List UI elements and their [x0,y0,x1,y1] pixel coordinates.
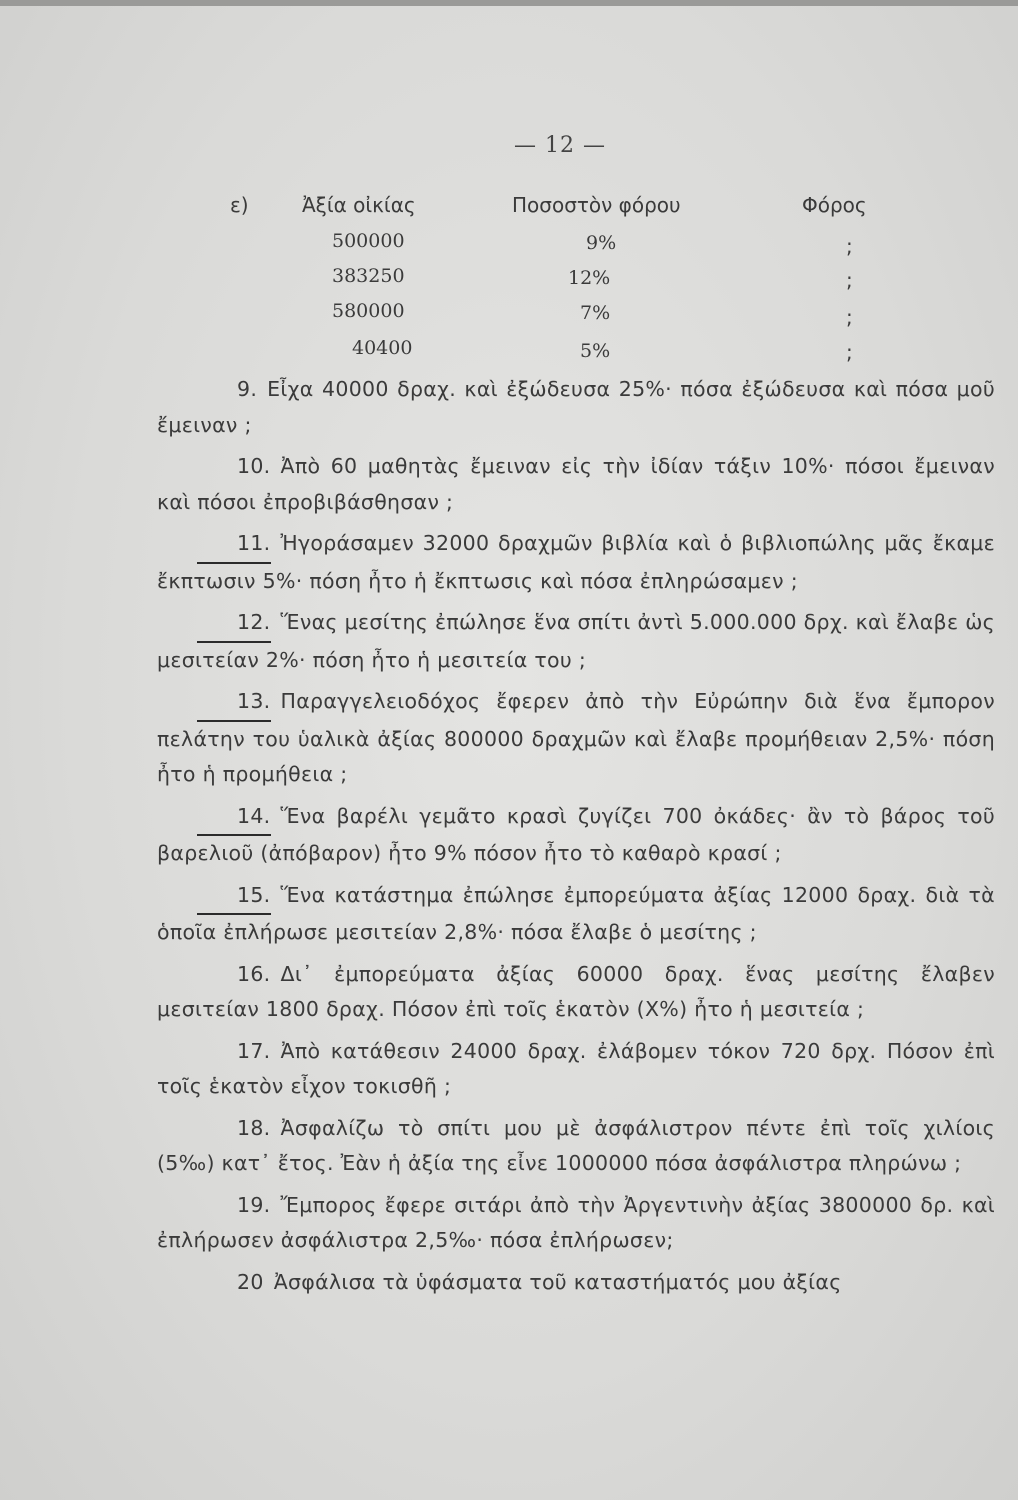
row-2-rate: 12% [568,267,611,289]
problem-19 [157,1188,995,1259]
problem-text: Ἕνα κατάστημα ἐπώλησε ἐμπορεύματα ἀξίας 12000 δραχ. διὰ τὰ ὁποῖα ἐπλήρωσε μεσιτείαν 2,8%· πόσα ἔλαβε ὁ μεσίτης ; [157,882,995,944]
problem-17 [157,1034,995,1105]
row-2-value: 383250 [332,265,405,287]
problem-text: Ἕνας μεσίτης ἐπώλησε ἕνα σπίτι ἀντὶ 5.000.000 δρχ. καὶ ἔλαβε ὡς μεσιτείαν 2%· πόση ἦτο ἡ μεσιτεία του ; [157,610,995,672]
problem-number: 9. [237,377,258,401]
problem-14 [157,799,995,872]
problem-number: 15. [197,878,271,916]
problem-text: Ἀπὸ 60 μαθητὰς ἔμειναν εἰς τὴν ἰδίαν τάξιν 10%· πόσοι ἔμειναν καὶ πόσοι ἐπροβιβάσθησαν ; [157,454,995,514]
row-4-value: 40400 [352,337,413,359]
row-4-rate: 5% [580,340,611,362]
problem-15 [157,878,995,951]
problem-text: Ἕνα βαρέλι γεμᾶτο κρασὶ ζυγίζει 700 ὀκάδες· ἂν τὸ βάρος τοῦ βαρελιοῦ (ἀπόβαρον) ἦτο 9% πόσον ἦτο τὸ καθαρὸ κρασί ; [157,803,995,865]
problem-number: 17. [237,1038,271,1063]
row-4-tax: ; [846,340,853,364]
problem-text: Ἀπὸ κατάθεσιν 24000 δραχ. ἐλάβομεν τόκον 720 δρχ. Πόσον ἐπὶ τοῖς ἑκατὸν εἶχον τοκισθῆ ; [157,1038,995,1098]
problem-9 [157,372,995,443]
problem-number: 19. [237,1192,271,1217]
row-1-tax: ; [846,234,853,258]
problem-number: 12. [197,605,271,643]
problem-number: 13. [197,684,271,722]
problem-number: 16. [237,961,271,986]
row-1-value: 500000 [332,230,405,252]
problem-11 [157,526,995,599]
problem-list [157,372,995,1306]
header-house-value: Ἀξία οἰκίας [302,193,416,217]
page-number: — 12 — [514,133,606,158]
header-tax-rate: Ποσοστὸν φόρου [512,193,681,217]
row-3-rate: 7% [580,302,611,324]
problem-text: Ἠγοράσαμεν 32000 δραχμῶν βιβλία καὶ ὁ βιβλιοπώλης μᾶς ἔκαμε ἔκπτωσιν 5%· πόση ἦτο ἡ ἔκπτωσις καὶ πόσα ἐπληρώσαμεν ; [157,531,995,593]
problem-18 [157,1111,995,1182]
problem-text: Ἔμπορος ἔφερε σιτάρι ἀπὸ τὴν Ἀργεντινὴν ἀξίας 3800000 δρ. καὶ ἐπλήρωσεν ἀσφάλιστρα 2,5‰· πόσα ἐπλήρωσεν; [157,1192,995,1252]
problem-12 [157,605,995,678]
row-3-value: 580000 [332,300,405,322]
row-1-rate: 9% [586,232,617,254]
problem-text: Ἀσφάλισα τὰ ὑφάσματα τοῦ καταστήματός μου ἀξίας [273,1269,842,1294]
problem-text: Ἀσφαλίζω τὸ σπίτι μου μὲ ἀσφάλιστρον πέντε ἐπὶ τοῖς χιλίοις (5‰) κατ᾽ ἔτος. Ἐὰν ἡ ἀξία της εἶνε 1000000 πόσα ἀσφάλιστρα πληρώνω ; [157,1115,995,1175]
problem-13 [157,684,995,793]
header-tax: Φόρος [802,193,867,217]
problem-number: 14. [197,799,271,837]
problem-text: Δι᾽ ἐμπορεύματα ἀξίας 60000 δραχ. ἕνας μεσίτης ἔλαβεν μεσιτείαν 1800 δραχ. Πόσον ἐπὶ τοῖς ἑκατὸν (X%) ἦτο ἡ μεσιτεία ; [157,961,995,1021]
row-2-tax: ; [846,268,853,292]
table-label: ε) [230,193,249,217]
problem-number: 18. [237,1115,271,1140]
problem-text: Εἶχα 40000 δραχ. καὶ ἐξώδευσα 25%· πόσα ἐξώδευσα καὶ πόσα μοῦ ἔμειναν ; [157,377,995,437]
problem-16 [157,957,995,1028]
problem-number: 11. [197,526,271,564]
row-3-tax: ; [846,305,853,329]
problem-10 [157,449,995,520]
problem-20 [157,1265,995,1301]
problem-number: 20 [237,1269,264,1294]
page-top-edge [0,0,1018,6]
problem-number: 10. [237,454,271,478]
problem-text: Παραγγελειοδόχος ἔφερεν ἀπὸ τὴν Εὐρώπην διὰ ἕνα ἔμπορον πελάτην του ὑαλικὰ ἀξίας 800000 δραχμῶν καὶ ἔλαβε προμήθειαν 2,5%· πόση ἦτο ἡ προμήθεια ; [157,689,995,786]
